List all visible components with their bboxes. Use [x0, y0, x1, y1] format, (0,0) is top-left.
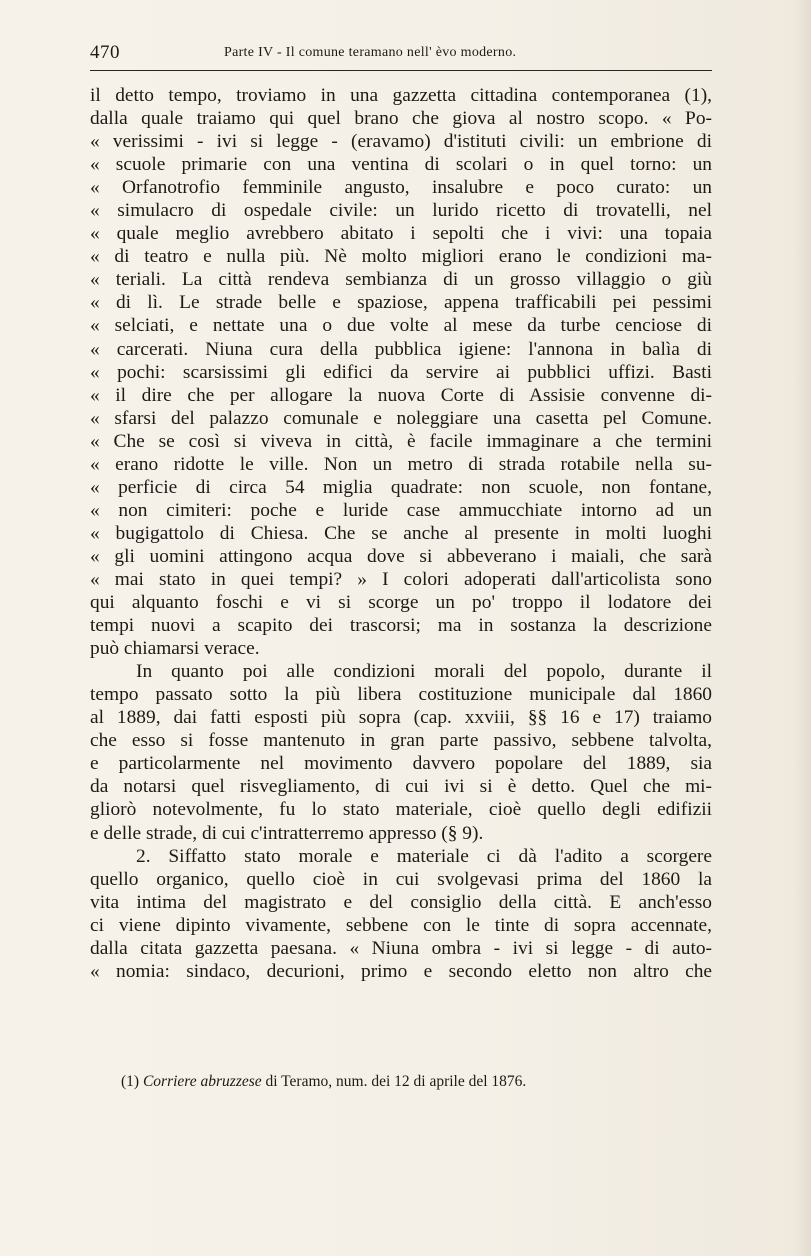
text-line: « simulacro di ospedale civile: un lurido ricetto di trovatelli, nel	[90, 200, 712, 222]
text-line: « Orfanotrofio femminile angusto, insalubre e poco curato: un	[90, 177, 712, 199]
text-line: dalla citata gazzetta paesana. « Niuna ombra - ivi si legge - di auto-	[90, 937, 712, 959]
text-line: « verissimi - ivi si legge - (eravamo) d'istituti civili: un embrione di	[90, 131, 712, 153]
text-line: « selciati, e nettate una o due volte al mese da turbe cenciose di	[90, 315, 712, 337]
text-line: e particolarmente nel movimento davvero popolare del 1889, sia	[90, 753, 712, 775]
text-line: « quale meglio avrebbero abitato i sepolti che i vivi: una topaia	[90, 223, 712, 245]
text-line: « erano ridotte le ville. Non un metro di strada rotabile nella su-	[90, 453, 712, 475]
text-line: « mai stato in quei tempi? » I colori adoperati dall'articolista sono	[90, 568, 712, 590]
text-line: il detto tempo, troviamo in una gazzetta cittadina contemporanea (1),	[90, 85, 712, 106]
text-line: « sfarsi del palazzo comunale e noleggiare una casetta pel Comune.	[90, 407, 712, 429]
text-line: e delle strade, di cui c'intratterremo appresso (§ 9).	[90, 822, 484, 844]
text-line: « carcerati. Niuna cura della pubblica igiene: l'annona in balìa di	[90, 338, 712, 360]
text-line: In quanto poi alle condizioni morali del popolo, durante il	[136, 661, 712, 683]
text-line: « Che se così si viveva in città, è facile immaginare a che termini	[90, 430, 712, 452]
text-line: « perficie di circa 54 miglia quadrate: non scuole, non fontane,	[90, 476, 712, 498]
text-line: da notarsi quel risvegliamento, di cui ivi si è detto. Quel che mi-	[90, 776, 712, 798]
text-line: qui alquanto foschi e vi si scorge un po' troppo il lodatore dei	[90, 592, 712, 614]
text-line: vita intima del magistrato e del consiglio della città. E anch'esso	[90, 891, 712, 913]
text-line: dalla quale traiamo qui quel brano che giova al nostro scopo. « Po-	[90, 108, 712, 130]
footnote-citation: di Teramo, num. dei 12 di aprile del 1876.	[265, 1073, 527, 1090]
running-title: Parte IV - Il comune teramano nell' èvo moderno.	[224, 45, 517, 60]
text-line: « nomia: sindaco, decurioni, primo e secondo eletto non altro che	[90, 960, 712, 982]
text-line: che esso si fosse mantenuto in gran parte passivo, sebbene talvolta,	[90, 730, 712, 752]
running-head	[90, 38, 712, 63]
text-line: « scuole primarie con una ventina di scolari o in quel torno: un	[90, 154, 712, 176]
page-edge-shadow	[793, 0, 811, 1256]
text-line: « il dire che per allogare la nuova Corte di Assisie convenne di-	[90, 384, 712, 406]
text-line: quello organico, quello cioè in cui svolgevasi prima del 1860 la	[90, 868, 712, 890]
footnote-marker: (1)	[121, 1073, 140, 1090]
text-line: tempo passato sotto la più libera costituzione municipale dal 1860	[90, 684, 712, 706]
footnote-source-title: Corriere abruzzese	[142, 1073, 262, 1090]
text-line: gliorò notevolmente, fu lo stato materiale, cioè quello degli edifizii	[90, 799, 712, 821]
text-line: ci viene dipinto vivamente, sebbene con le tinte di sopra accennate,	[90, 914, 712, 936]
page-number: 470	[90, 42, 120, 63]
text-line: al 1889, dai fatti esposti più sopra (cap. xxviii, §§ 16 e 17) traiamo	[90, 707, 712, 729]
footnote	[121, 1073, 526, 1091]
text-line: « teriali. La città rendeva sembianza di un grosso villaggio o giù	[90, 269, 712, 291]
text-line: « di lì. Le strade belle e spaziose, appena trafficabili pei pessimi	[90, 292, 712, 314]
text-line: « bugigattolo di Chiesa. Che se anche al presente in molti luoghi	[90, 522, 712, 544]
text-line: « pochi: scarsissimi gli edifici da servire ai pubblici uffizi. Basti	[90, 361, 712, 383]
text-line: tempi nuovi a scapito dei trascorsi; ma in sostanza la descrizione	[90, 615, 712, 637]
text-line: « di teatro e nulla più. Nè molto migliori erano le condizioni ma-	[90, 246, 712, 268]
body-text	[90, 84, 712, 983]
header-rule	[90, 70, 712, 71]
text-line: « gli uomini attingono acqua dove si abbeverano i maiali, che sarà	[90, 545, 712, 567]
text-line: può chiamarsi verace.	[90, 638, 260, 660]
text-line: 2. Siffatto stato morale e materiale ci dà l'adito a scorgere	[136, 845, 712, 867]
text-line: « non cimiteri: poche e luride case ammucchiate intorno ad un	[90, 499, 712, 521]
